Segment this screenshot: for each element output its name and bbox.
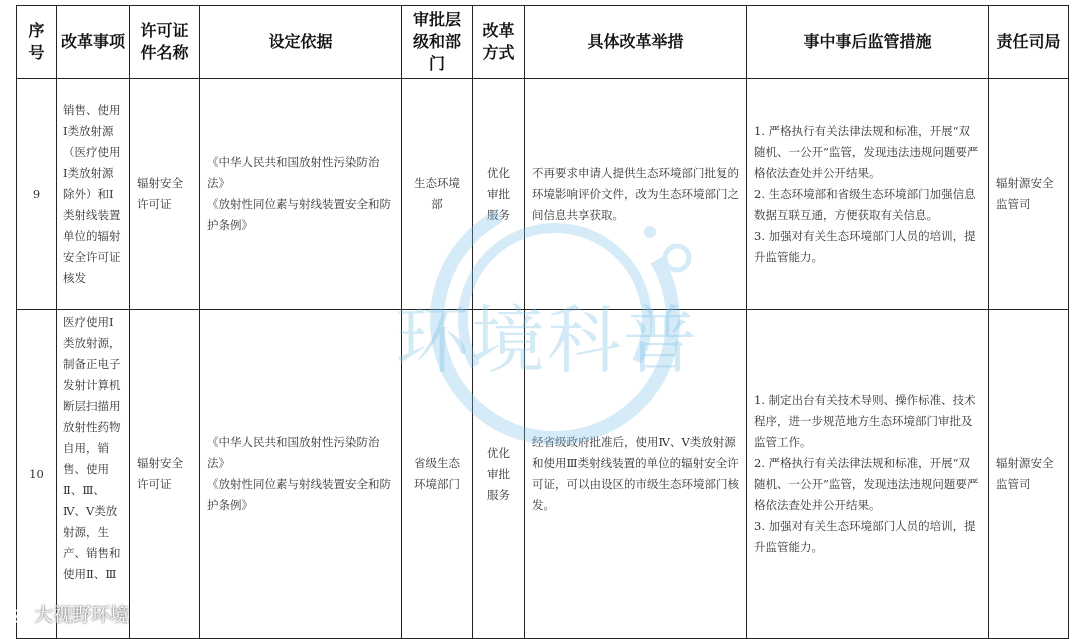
header-seq: 序号 [17, 6, 57, 79]
supervision-item: 1. 严格执行有关法律法规和标准，开展“双随机、一公开”监管，发现违法违规问题要严格依法查处并公开结果。 [754, 123, 979, 180]
row-number: 10 [17, 310, 57, 639]
responsible-office: 辐射源安全监管司 [989, 310, 1069, 639]
basis-law: 《中华人民共和国放射性污染防治法》 [207, 155, 380, 190]
supervision-measures [747, 79, 989, 310]
source-credit [10, 600, 129, 627]
credit-text: 大视野环境 [34, 604, 130, 626]
header-method: 改革方式 [473, 6, 525, 79]
supervision-measures [747, 310, 989, 639]
supervision-item: 1. 制定出台有关技术导则、操作标准、技术程序，进一步规范地方生态环境部门审批及监管工作。 [754, 393, 976, 449]
reform-item: 销售、使用Ⅰ类放射源（医疗使用Ⅰ类放射源除外）和Ⅰ类射线装置单位的辐射安全许可证核发 [57, 79, 130, 310]
reform-method: 优化审批服务 [473, 310, 525, 639]
reform-measures: 经省级政府批准后，使用Ⅳ、Ⅴ类放射源和使用Ⅲ类射线装置的单位的辐射安全许可证，可以由设区的市级生态环境部门核发。 [525, 310, 747, 639]
weibo-icon [10, 604, 32, 624]
reform-measures: 不再要求申请人提供生态环境部门批复的环境影响评价文件，改为生态环境部门之间信息共享获取。 [525, 79, 747, 310]
header-office: 责任司局 [989, 6, 1069, 79]
responsible-office: 辐射源安全监管司 [989, 79, 1069, 310]
supervision-item: 3. 加强对有关生态环境部门人员的培训，提升监管能力。 [754, 519, 976, 554]
header-measures: 具体改革举措 [525, 6, 747, 79]
basis-law: 《中华人民共和国放射性污染防治法》 [207, 435, 380, 470]
reform-table [16, 5, 1069, 639]
reform-item: 医疗使用Ⅰ类放射源，制备正电子发射计算机断层扫描用放射性药物自用，销售、使用Ⅱ、Ⅲ、Ⅳ、Ⅴ类放射源，生产、销售和使用Ⅱ、Ⅲ [57, 310, 130, 639]
license-name: 辐射安全许可证 [130, 310, 200, 639]
supervision-item: 2. 严格执行有关法律法规和标准，开展“双随机、一公开”监管，发现违法违规问题要严格依法查处并公开结果。 [754, 456, 979, 512]
basis-regulation: 《放射性同位素与射线装置安全和防护条例》 [207, 197, 391, 232]
legal-basis [200, 310, 402, 639]
header-dept: 审批层级和部门 [402, 6, 473, 79]
supervision-item: 3. 加强对有关生态环境部门人员的培训，提升监管能力。 [754, 228, 976, 264]
watermark-text: 环境科普 [395, 298, 699, 384]
license-name: 辐射安全许可证 [130, 79, 200, 310]
supervision-item: 2. 生态环境部和省级生态环境部门加强信息数据互联互通，方便获取有关信息。 [754, 186, 976, 222]
header-license: 许可证件名称 [130, 6, 200, 79]
legal-basis [200, 79, 402, 310]
header-basis: 设定依据 [200, 6, 402, 79]
header-supervision: 事中事后监管措施 [747, 6, 989, 79]
reform-method: 优化审批服务 [473, 79, 525, 310]
basis-regulation: 《放射性同位素与射线装置安全和防护条例》 [207, 477, 391, 512]
approval-dept: 生态环境部 [402, 79, 473, 310]
approval-dept: 省级生态环境部门 [402, 310, 473, 639]
header-item: 改革事项 [57, 6, 130, 79]
header-row [17, 6, 1069, 79]
table-row [17, 310, 1069, 639]
row-number: 9 [17, 79, 57, 310]
table-row [17, 79, 1069, 310]
